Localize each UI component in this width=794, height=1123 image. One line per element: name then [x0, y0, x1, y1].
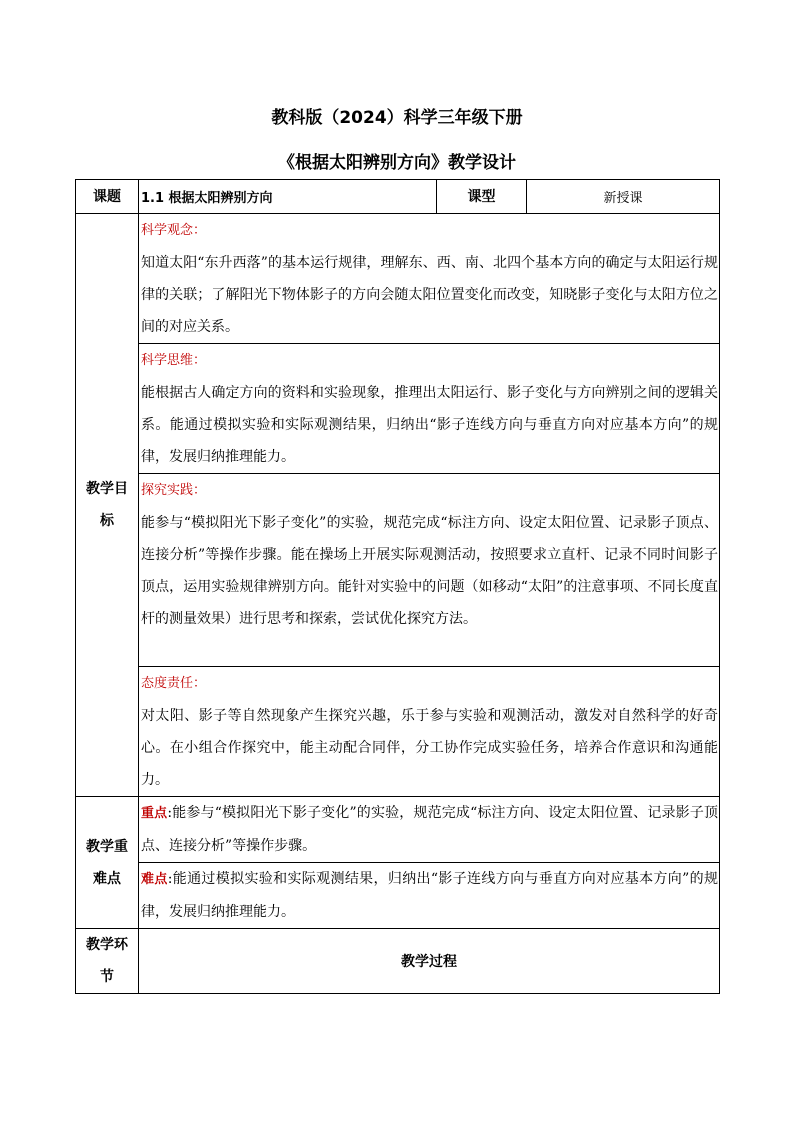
- type-value: 新授课: [527, 180, 720, 214]
- difficult-point: [139, 863, 720, 929]
- key-point: [139, 797, 720, 863]
- process-label: 教学环节: [76, 929, 139, 994]
- difficulty-row: [76, 863, 720, 929]
- header-row: [76, 180, 720, 214]
- difficult-point-label: 难点: [141, 872, 168, 887]
- objectives-label: 教学目标: [76, 214, 139, 797]
- document-title: 教科版（2024）科学三年级下册: [271, 108, 523, 128]
- lesson-plan-table: [75, 179, 720, 994]
- objective-attitude: [139, 667, 720, 797]
- objective-heading: 科学观念：: [141, 223, 207, 238]
- difficult-point-text: :能通过模拟实验和实际观测结果，归纳出“影子连线方向与垂直方向对应基本方向”的规律，发展归纳推理能力。: [141, 871, 718, 920]
- key-point-label: 重点: [141, 806, 168, 821]
- objective-text: 能根据古人确定方向的资料和实验现象，推理出太阳运行、影子变化与方向辨别之间的逻辑关系。能通过模拟实验和实际观测结果，归纳出“影子连线方向与垂直方向对应基本方向”的规律，发展归纳推理能力。: [141, 385, 718, 465]
- type-label: 课型: [437, 180, 527, 214]
- objective-heading: 态度责任：: [141, 676, 207, 691]
- objective-row: [76, 214, 720, 344]
- topic-label: 课题: [76, 180, 139, 214]
- objective-text: 对太阳、影子等自然现象产生探究兴趣，乐于参与实验和观测活动，激发对自然科学的好奇心。在小组合作探究中，能主动配合同伴，分工协作完成实验任务，培养合作意识和沟通能力。: [141, 708, 718, 788]
- objective-heading: 科学思维：: [141, 353, 207, 368]
- topic-value: 1.1 根据太阳辨别方向: [139, 180, 437, 214]
- objective-concept: [139, 214, 720, 344]
- objective-row: [76, 474, 720, 667]
- key-point-text: :能参与“模拟阳光下影子变化”的实验，规范完成“标注方向、设定太阳位置、记录影子顶点、连接分析”等操作步骤。: [141, 805, 718, 854]
- process-title: 教学过程: [139, 929, 720, 994]
- objective-thinking: [139, 344, 720, 474]
- objective-heading: 探究实践：: [141, 483, 207, 498]
- objective-row: [76, 344, 720, 474]
- objective-text: 知道太阳“东升西落”的基本运行规律，理解东、西、南、北四个基本方向的确定与太阳运行规律的关联；了解阳光下物体影子的方向会随太阳位置变化而改变，知晓影子变化与太阳方位之间的对应关系。: [141, 255, 718, 335]
- objective-text: 能参与“模拟阳光下影子变化”的实验，规范完成“标注方向、设定太阳位置、记录影子顶点、连接分析”等操作步骤。能在操场上开展实际观测活动，按照要求立直杆、记录不同时间影子顶点，运用实验规律辨别方向。能针对实验中的问题（如移动“太阳”的注意事项、不同长度直杆的测量效果）进行思考和探索，尝试优化探究方法。: [141, 515, 718, 627]
- keypoints-label: 教学重难点: [76, 797, 139, 929]
- objective-practice: [139, 474, 720, 667]
- keypoint-row: [76, 797, 720, 863]
- objective-row: [76, 667, 720, 797]
- process-row: [76, 929, 720, 994]
- lesson-title: 《根据太阳辨别方向》教学设计: [278, 153, 516, 173]
